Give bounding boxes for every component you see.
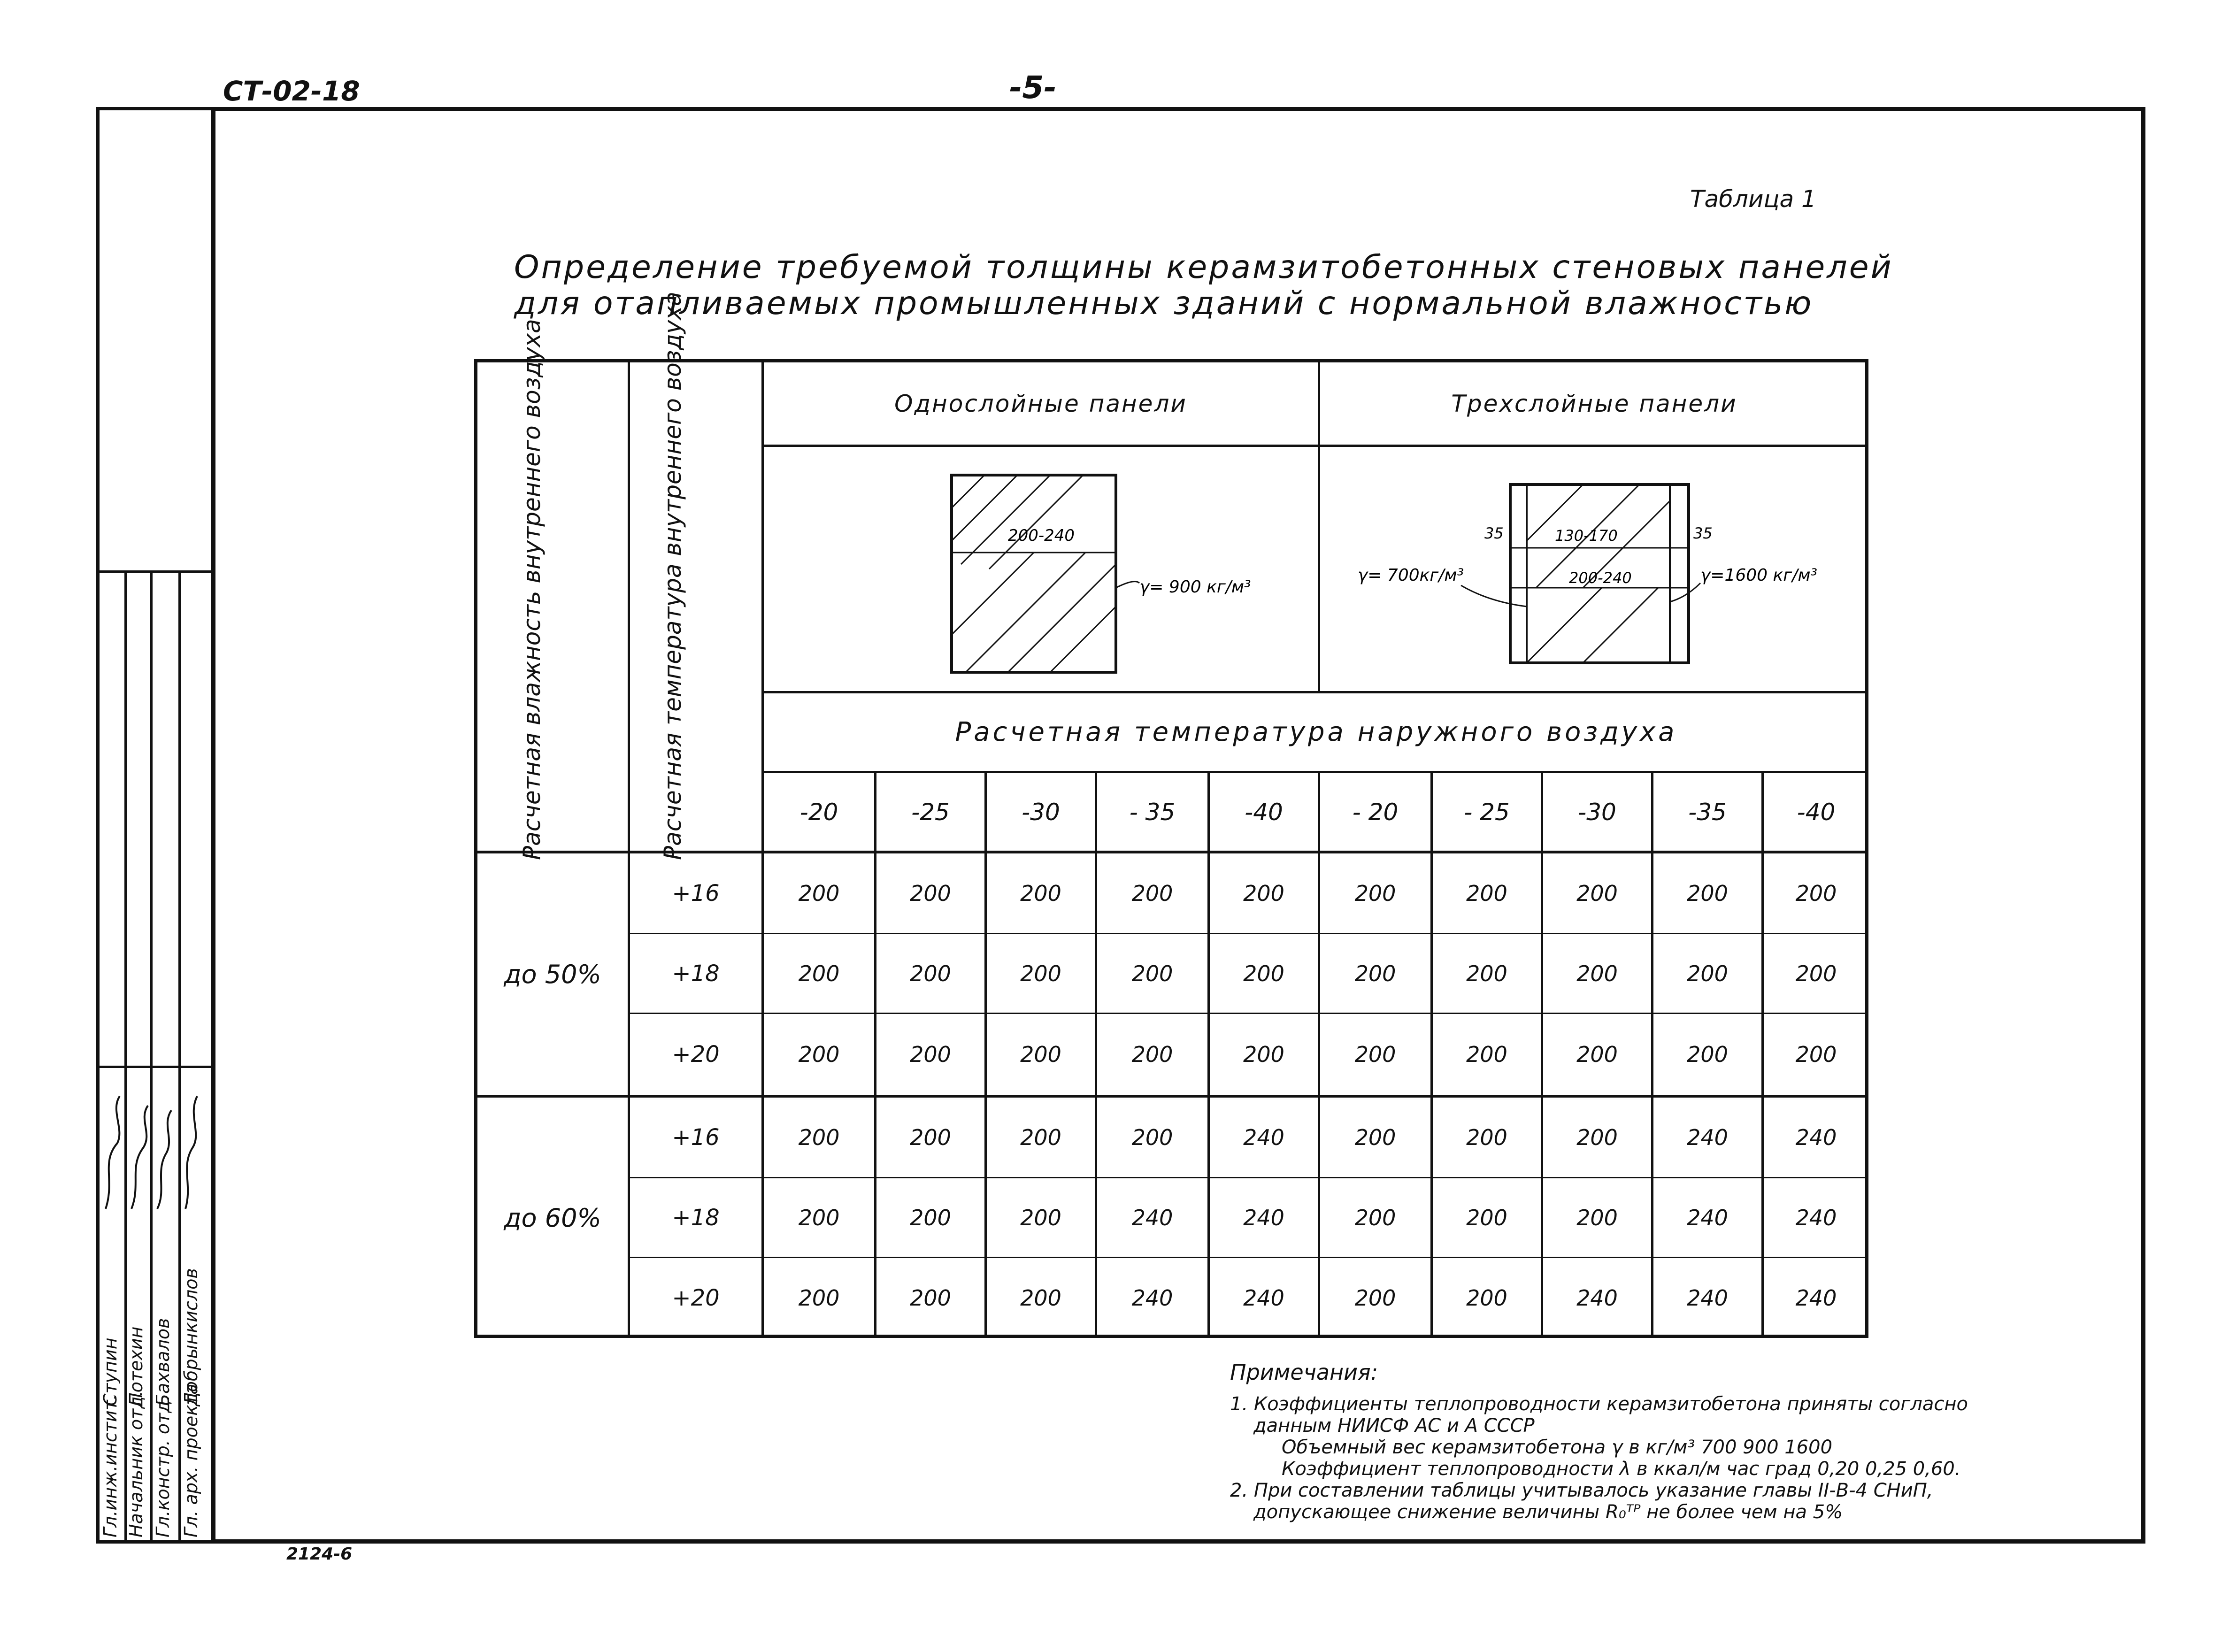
page-number: -5-: [1009, 69, 1057, 106]
document-code: СТ-02-18: [223, 75, 360, 107]
inner-temp-cell: +20: [672, 1041, 720, 1068]
thickness-cell: 200: [910, 1205, 951, 1230]
three-layer-panel-diagram: [1320, 447, 1868, 691]
outdoor-temp-header: - 20: [1352, 798, 1399, 826]
note-2-line-2: допускающее снижение величины R₀ᵀᴾ не более чем на 5%: [1253, 1501, 1843, 1523]
outdoor-temp-header: -30: [1578, 798, 1616, 826]
thickness-cell: 200: [798, 1042, 840, 1067]
thickness-cell: 200: [1576, 880, 1618, 906]
stamp-role-1: Гл.инж.инстит.: [100, 1394, 121, 1537]
thickness-cell: 200: [1131, 1042, 1173, 1067]
thickness-cell: 200: [1020, 1124, 1061, 1150]
thickness-cell: 200: [1020, 880, 1061, 906]
thickness-cell: 200: [1354, 1285, 1396, 1311]
thickness-cell: 200: [910, 1285, 951, 1311]
thickness-cell: 200: [1020, 1285, 1061, 1311]
thickness-cell: 240: [1576, 1285, 1618, 1311]
thickness-cell: 200: [1020, 1042, 1061, 1067]
thickness-cell: 240: [1243, 1205, 1284, 1230]
thickness-cell: 200: [798, 1124, 840, 1150]
thickness-cell: 200: [1795, 880, 1837, 906]
outdoor-temp-header: -30: [1022, 798, 1060, 826]
thickness-cell: 240: [1243, 1285, 1284, 1311]
thickness-cell: 200: [1576, 1205, 1618, 1230]
inner-temp-cell: +20: [672, 1285, 720, 1311]
thickness-cell: 200: [798, 1285, 840, 1311]
thickness-cell: 200: [1131, 1124, 1173, 1150]
header-single-layer-panels: Однослойные панели: [894, 390, 1187, 417]
core-dimension-label: 130-170: [1555, 527, 1618, 545]
notes-section: [1230, 1361, 1968, 1523]
table-title-line-2: для отапливаемых промышленных зданий с нормальной влажностью: [514, 285, 1814, 322]
thickness-cell: 200: [910, 960, 951, 986]
stamp-name-3: Бахвалов: [153, 1318, 173, 1406]
thickness-cell: 200: [1354, 960, 1396, 986]
outdoor-temp-header: -40: [1797, 798, 1836, 826]
note-1-line-1: 1. Коэффициенты теплопроводности керамзитобетона приняты согласно: [1230, 1393, 1968, 1415]
density-label-1600: γ=1600 кг/м³: [1700, 566, 1817, 585]
panel-dimension-label: 200-240: [1008, 526, 1075, 545]
stamp-name-2: Потехин: [126, 1326, 146, 1406]
thickness-cell: 200: [1243, 1042, 1284, 1067]
single-layer-panel-diagram: [764, 447, 1318, 691]
thickness-cell: 200: [1576, 1124, 1618, 1150]
stamp-role-3: Гл.констр. отд.: [153, 1395, 173, 1537]
thickness-cell: 200: [1354, 1205, 1396, 1230]
header-three-layer-panels: Трехслойные панели: [1451, 390, 1737, 417]
thickness-cell: 200: [1466, 1042, 1507, 1067]
thickness-cell: 200: [1466, 1205, 1507, 1230]
thickness-cell: 200: [798, 880, 840, 906]
thickness-cell: 200: [798, 1205, 840, 1230]
thickness-cell: 200: [1687, 960, 1728, 986]
header-outdoor-temperature: Расчетная температура наружного воздуха: [955, 717, 1677, 747]
thickness-cell: 200: [1795, 960, 1837, 986]
thickness-cell: 240: [1131, 1285, 1173, 1311]
thickness-cell: 200: [1243, 880, 1284, 906]
thickness-cell: 240: [1131, 1205, 1173, 1230]
outdoor-temp-header: -35: [1688, 798, 1727, 826]
header-inner-temperature: Расчетная температура внутреннего воздуха: [659, 292, 686, 860]
stamp-role-4: Гл. арх. проекта: [181, 1383, 201, 1537]
outdoor-temp-header: -40: [1245, 798, 1283, 826]
thickness-cell: 200: [1687, 880, 1728, 906]
thickness-cell: 200: [1795, 1042, 1837, 1067]
humidity-group-50: до 50%: [504, 959, 601, 989]
thickness-cell: 200: [1020, 1205, 1061, 1230]
thickness-cell: 200: [1020, 960, 1061, 986]
humidity-group-60: до 60%: [504, 1203, 601, 1233]
thickness-cell: 200: [1131, 880, 1173, 906]
note-2-line-1: 2. При составлении таблицы учитывалось указание главы II-В-4 СНиП,: [1230, 1480, 1933, 1501]
header-inner-humidity: Расчетная влажность внутреннего воздуха: [518, 319, 546, 860]
inner-temp-cell: +18: [672, 960, 720, 987]
signatures: [96, 1068, 211, 1223]
thickness-cell: 200: [798, 960, 840, 986]
table-title-line-1: Определение требуемой толщины керамзитобетонных стеновых панелей: [514, 249, 1893, 286]
thickness-cell: 200: [910, 1124, 951, 1150]
density-label-700: γ= 700кг/м³: [1358, 566, 1464, 585]
sheet-number: 2124-6: [286, 1544, 353, 1564]
note-1-line-4: Коэффициент теплопроводности λ в ккал/м час град 0,20 0,25 0,60.: [1282, 1458, 1961, 1480]
notes-title: Примечания:: [1230, 1360, 1378, 1385]
thickness-cell: 200: [1576, 960, 1618, 986]
right-layer-35-label: 35: [1693, 524, 1713, 542]
inner-temp-cell: +18: [672, 1204, 720, 1231]
thickness-cell: 200: [1687, 1042, 1728, 1067]
density-label-900: γ= 900 кг/м³: [1139, 577, 1251, 597]
stamp-name-4: Добрынкислов: [181, 1268, 201, 1406]
thickness-cell: 200: [1466, 1124, 1507, 1150]
thickness-cell: 200: [1354, 1124, 1396, 1150]
thickness-cell: 200: [1354, 1042, 1396, 1067]
stamp-name-1: Ступин: [100, 1337, 121, 1406]
thickness-cell: 240: [1687, 1285, 1728, 1311]
stamp-role-2: Начальник отд.: [126, 1391, 146, 1537]
left-layer-35-label: 35: [1484, 524, 1504, 542]
thickness-cell: 200: [1466, 960, 1507, 986]
thickness-cell: 200: [910, 1042, 951, 1067]
note-1-line-2: данным НИИСФ АС и А СССР: [1253, 1415, 1535, 1437]
thickness-cell: 200: [1243, 960, 1284, 986]
thickness-cell: 200: [1354, 880, 1396, 906]
thickness-cell: 240: [1687, 1124, 1728, 1150]
thickness-cell: 200: [910, 880, 951, 906]
inner-temp-cell: +16: [672, 1124, 720, 1151]
total-dimension-label: 200-240: [1569, 569, 1632, 587]
note-1-line-3: Объемный вес керамзитобетона γ в кг/м³ 700 900 1600: [1282, 1437, 1833, 1458]
thickness-cell: 240: [1687, 1205, 1728, 1230]
table-label: Таблица 1: [1690, 185, 1816, 213]
outdoor-temp-header: - 35: [1129, 798, 1176, 826]
thickness-cell: 240: [1243, 1124, 1284, 1150]
title-block-stamp: [96, 570, 211, 1544]
thickness-cell: 200: [1131, 960, 1173, 986]
outdoor-temp-header: - 25: [1464, 798, 1510, 826]
thickness-cell: 240: [1795, 1285, 1837, 1311]
outdoor-temp-header: -20: [799, 798, 838, 826]
thickness-cell: 240: [1795, 1124, 1837, 1150]
thickness-cell: 200: [1466, 880, 1507, 906]
thickness-cell: 240: [1795, 1205, 1837, 1230]
thickness-cell: 200: [1466, 1285, 1507, 1311]
inner-temp-cell: +16: [672, 880, 720, 907]
thickness-cell: 200: [1576, 1042, 1618, 1067]
outdoor-temp-header: -25: [911, 798, 950, 826]
